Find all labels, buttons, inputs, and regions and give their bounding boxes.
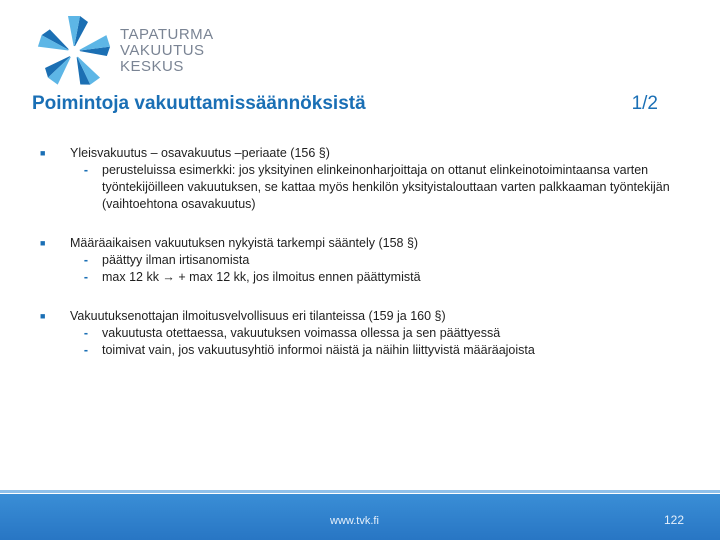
slide-number: 122 [663,513,684,527]
sub-item [70,325,670,342]
dash-bullet-icon: - [83,326,89,340]
bullet-list [40,145,670,381]
bullet-item-1 [40,145,670,213]
sub-item-text: perusteluissa esimerkki: jos yksityinen elinkeinonharjoittaja on ottanut elinkeinotoimintaansa varten työntekijöilleen vakuutuksen, se kattaa myös henkilön yksityistalouttaan varten palkkaaman työntekijän (vaihtoehtona osavakuutus) [102,163,670,211]
sub-item-text: vakuutusta otettaessa, vakuutuksen voimassa ollessa ja sen päättyessä [102,326,501,340]
sub-item-text: päättyy ilman irtisanomista [102,253,250,267]
dash-bullet-icon: - [83,163,89,177]
sub-item [70,162,670,213]
logo-star-icon [34,12,114,92]
bullet-text: Yleisvakuutus – osavakuutus –periaate (156 §) [70,146,330,160]
logo-line-2: VAKUUTUS [120,42,205,59]
logo-line-3: KESKUS [120,58,184,75]
sub-item [70,252,670,269]
sub-item [70,342,670,359]
logo-line-1: TAPATURMA [120,26,214,43]
square-bullet-icon: ■ [40,311,46,321]
footer-divider [0,490,720,493]
sub-item [70,269,670,286]
bullet-item-2 [40,235,670,286]
square-bullet-icon: ■ [40,238,46,248]
bullet-text: Vakuutuksenottajan ilmoitusvelvollisuus eri tilanteissa (159 ja 160 §) [70,309,446,323]
dash-bullet-icon: - [83,343,89,357]
slide-title: Poimintoja vakuuttamissäännöksistä [32,93,366,114]
page-count: 1/2 [631,93,658,114]
dash-bullet-icon: - [83,253,89,267]
footer-url[interactable]: www.tvk.fi [330,515,379,527]
dash-bullet-icon: - [83,270,89,284]
bullet-item-3 [40,308,670,359]
sub-item-text: toimivat vain, jos vakuutusyhtiö informoi näistä ja näihin liittyvistä määräajoista [102,343,535,357]
square-bullet-icon: ■ [40,148,46,158]
sub-item-text: max 12 kk → + max 12 kk, jos ilmoitus ennen päättymistä [102,270,421,284]
bullet-text: Määräaikaisen vakuutuksen nykyistä tarkempi sääntely (158 §) [70,236,419,250]
logo-wordmark [120,27,214,75]
